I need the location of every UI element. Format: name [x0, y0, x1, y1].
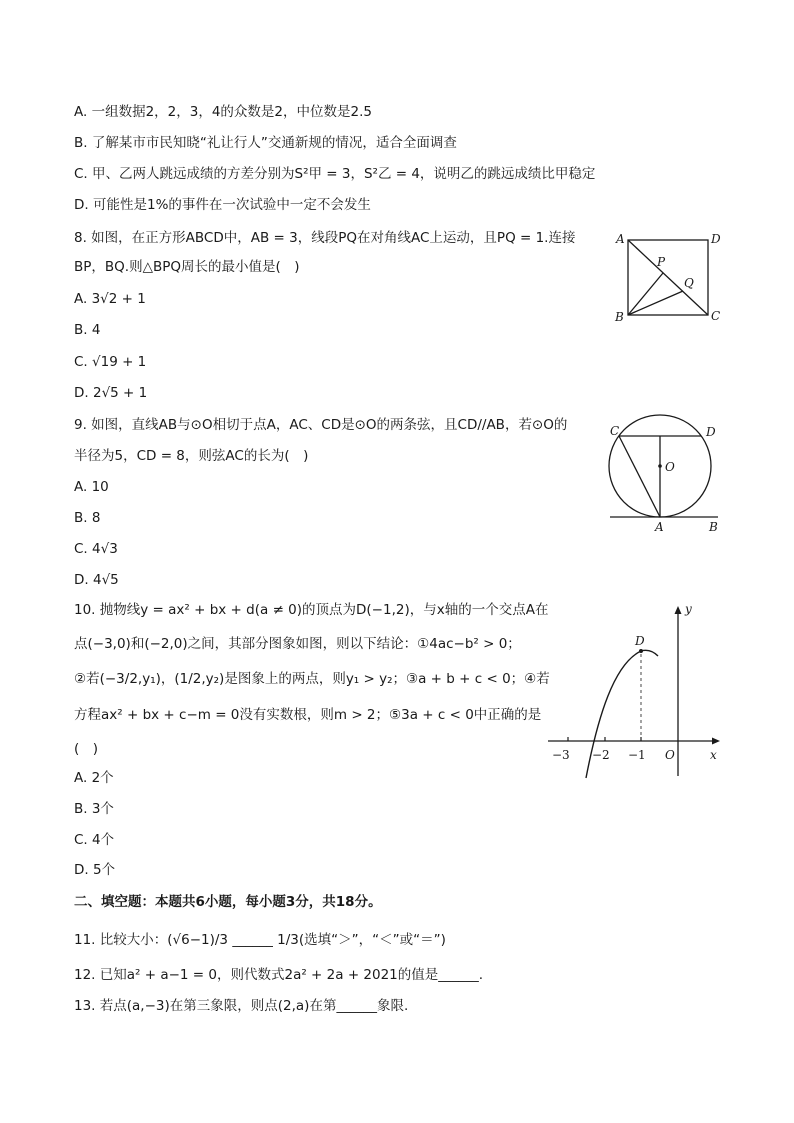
q9-option-c: C. 4√3	[74, 541, 118, 557]
tick-label-minus3: −3	[552, 748, 570, 762]
q10-option-c: C. 4个	[74, 832, 115, 848]
q10-option-a: A. 2个	[74, 770, 114, 786]
label-y: y	[685, 602, 692, 616]
label-o: O	[665, 748, 675, 762]
tick-label-minus1: −1	[628, 748, 646, 762]
q10-stem-line1: 10. 抛物线y = ax² + bx + d(a ≠ 0)的顶点为D(−1,2)，与x轴的一个交点A在	[74, 602, 549, 618]
section-2-heading: 二、填空题：本题共6小题，每小题3分，共18分。	[74, 894, 382, 910]
q7-option-c	[74, 164, 595, 184]
q9-stem-line2: 半径为5，CD = 8，则弦AC的长为( )	[74, 448, 309, 464]
q9-option-a: A. 10	[74, 479, 109, 495]
y-axis-arrow	[675, 606, 682, 614]
q9-stem-line1: 9. 如图，直线AB与⊙O相切于点A，AC、CD是⊙O的两条弦，且CD//AB，若⊙O的	[74, 417, 568, 433]
label-x: x	[710, 748, 717, 762]
x-axis-arrow	[712, 738, 720, 745]
label-d: D	[635, 634, 645, 648]
label-q: Q	[684, 276, 694, 290]
q8-option-c: C. √19 + 1	[74, 354, 147, 370]
label-a: A	[616, 232, 625, 246]
q10-stem-line3: ②若(−3/2,y₁)，(1/2,y₂)是图象上的两点，则y₁ > y₂；③a + b + c < 0；④若	[74, 671, 550, 687]
label-d: D	[706, 425, 716, 439]
q10-stem-line2: 点(−3,0)和(−2,0)之间，其部分图象如图，则以下结论：①4ac−b² > 0；	[74, 636, 521, 652]
q8-option-a: A. 3√2 + 1	[74, 291, 146, 307]
q10-option-b: B. 3个	[74, 801, 114, 817]
label-d: D	[711, 232, 721, 246]
q8-stem-line2: BP，BQ.则△BPQ周长的最小值是( )	[74, 259, 300, 275]
q7-option-b-text: B. 了解某市市民知晓“礼让行人”交通新规的情况，适合全面调查	[74, 135, 457, 151]
label-a: A	[655, 520, 664, 534]
q9-circle-figure	[600, 413, 730, 538]
q8-option-b: B. 4	[74, 322, 101, 338]
q7-option-d	[74, 195, 371, 215]
q7-option-a	[74, 102, 372, 122]
diagonal-ac	[628, 240, 708, 315]
label-p: P	[657, 255, 666, 269]
tick-label-minus2: −2	[592, 748, 610, 762]
q8-square-figure	[610, 228, 730, 323]
q8-stem-line1: 8. 如图，在正方形ABCD中，AB = 3，线段PQ在对角线AC上运动，且PQ = 1.连接	[74, 230, 576, 246]
q9-option-b: B. 8	[74, 510, 101, 526]
label-c: C	[711, 309, 721, 323]
vertex-d-point	[639, 649, 643, 653]
label-o: O	[665, 460, 675, 474]
q12-text: 12. 已知a² + a−1 = 0，则代数式2a² + 2a + 2021的值是______.	[74, 967, 484, 983]
segment-bp	[628, 273, 663, 315]
q10-option-d: D. 5个	[74, 862, 116, 878]
q7-option-d-text: D. 可能性是1%的事件在一次试验中一定不会发生	[74, 197, 371, 213]
label-c: C	[610, 424, 620, 438]
q10-stem-line5: ( )	[74, 741, 99, 757]
label-b: B	[709, 520, 718, 534]
label-b: B	[615, 310, 624, 323]
q7-option-a-text: A. 一组数据2，2，3，4的众数是2，中位数是2.5	[74, 104, 372, 120]
q10-parabola-figure	[540, 596, 730, 781]
q13-text: 13. 若点(a,−3)在第三象限，则点(2,a)在第______象限.	[74, 998, 409, 1014]
center-point-o	[658, 464, 662, 468]
q9-option-d: D. 4√5	[74, 572, 119, 588]
q11-text: 11. 比较大小：(√6−1)/3 ______ 1/3(选填“＞”，“＜”或“＝”)	[74, 932, 446, 948]
q10-stem-line4: 方程ax² + bx + c−m = 0没有实数根，则m > 2；⑤3a + c < 0中正确的是	[74, 707, 542, 723]
q8-option-d: D. 2√5 + 1	[74, 385, 148, 401]
segment-bq	[628, 291, 683, 315]
q7-option-c-text: C. 甲、乙两人跳远成绩的方差分别为S²甲 = 3，S²乙 = 4，说明乙的跳远成绩比甲稳定	[74, 166, 596, 182]
q7-option-b	[74, 133, 457, 153]
chord-ac	[619, 436, 660, 517]
